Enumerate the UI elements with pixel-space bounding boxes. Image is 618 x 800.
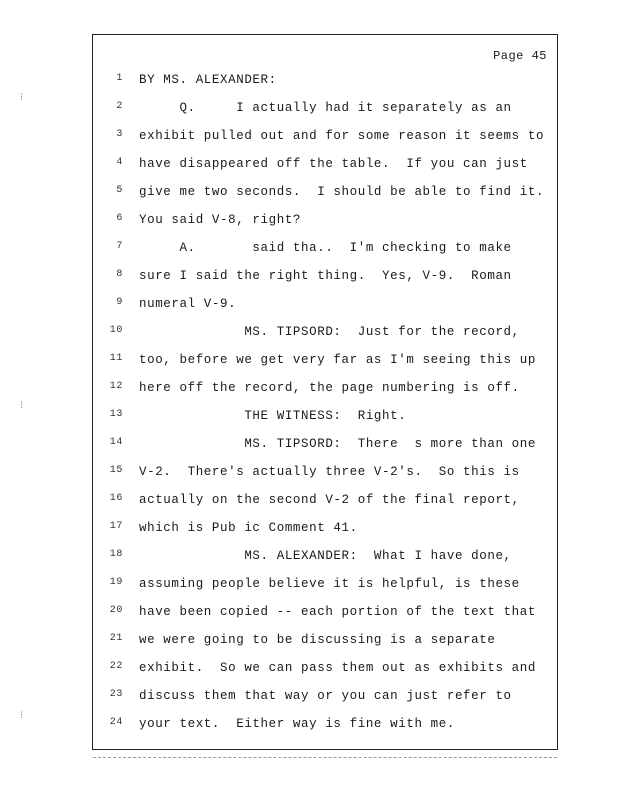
line-text: have disappeared off the table. If you can just <box>139 157 528 171</box>
line-number: 2 <box>116 101 123 112</box>
line-number: 20 <box>109 605 123 616</box>
transcript-line <box>93 409 553 429</box>
margin-mark: ⁝ <box>20 93 24 104</box>
line-text: too, before we get very far as I'm seeing this up <box>139 353 536 367</box>
line-number: 11 <box>109 353 123 364</box>
transcript-line <box>93 185 553 205</box>
line-text: THE WITNESS: Right. <box>139 409 407 423</box>
line-number: 9 <box>116 297 123 308</box>
transcript-line <box>93 241 553 261</box>
page-number-label: Page 45 <box>493 49 547 63</box>
transcript-line <box>93 353 553 373</box>
transcript-line <box>93 269 553 289</box>
transcript-line <box>93 297 553 317</box>
line-number: 5 <box>116 185 123 196</box>
transcript-line <box>93 465 553 485</box>
transcript-line <box>93 521 553 541</box>
line-number: 21 <box>109 633 123 644</box>
margin-mark: ⁝ <box>20 711 24 722</box>
line-text: V-2. There's actually three V-2's. So this is <box>139 465 520 479</box>
transcript-line <box>93 381 553 401</box>
line-number: 14 <box>109 437 123 448</box>
line-text: numeral V-9. <box>139 297 237 311</box>
margin-mark: ⁝ <box>20 401 24 412</box>
line-text: MS. ALEXANDER: What I have done, <box>139 549 512 563</box>
transcript-line <box>93 129 553 149</box>
transcript-line <box>93 549 553 569</box>
transcript-line <box>93 689 553 709</box>
line-text: we were going to be discussing is a separate <box>139 633 496 647</box>
line-number: 18 <box>109 549 123 560</box>
line-text: sure I said the right thing. Yes, V-9. Roman <box>139 269 512 283</box>
line-number: 4 <box>116 157 123 168</box>
line-text: have been copied -- each portion of the text that <box>139 605 536 619</box>
line-number: 17 <box>109 521 123 532</box>
line-text: your text. Either way is fine with me. <box>139 717 455 731</box>
line-number: 22 <box>109 661 123 672</box>
transcript-frame <box>92 34 558 750</box>
line-number: 10 <box>109 325 123 336</box>
line-number: 7 <box>116 241 123 252</box>
line-text: You said V-8, right? <box>139 213 302 227</box>
line-number: 1 <box>116 73 123 84</box>
line-number: 19 <box>109 577 123 588</box>
transcript-line <box>93 717 553 737</box>
line-number: 6 <box>116 213 123 224</box>
line-number: 12 <box>109 381 123 392</box>
transcript-line <box>93 493 553 513</box>
line-text: MS. TIPSORD: There s more than one <box>139 437 536 451</box>
transcript-line <box>93 437 553 457</box>
line-number: 3 <box>116 129 123 140</box>
line-number: 23 <box>109 689 123 700</box>
line-text: actually on the second V-2 of the final report, <box>139 493 520 507</box>
transcript-line <box>93 213 553 233</box>
transcript-line <box>93 633 553 653</box>
transcript-line <box>93 101 553 121</box>
transcript-line <box>93 577 553 597</box>
transcript-line <box>93 157 553 177</box>
line-number: 24 <box>109 717 123 728</box>
line-text: Q. I actually had it separately as an <box>139 101 512 115</box>
line-number: 16 <box>109 493 123 504</box>
line-text: discuss them that way or you can just refer to <box>139 689 512 703</box>
line-text: assuming people believe it is helpful, is these <box>139 577 520 591</box>
line-text: here off the record, the page numbering is off. <box>139 381 520 395</box>
line-text: give me two seconds. I should be able to find it. <box>139 185 545 199</box>
transcript-line <box>93 661 553 681</box>
transcript-line <box>93 605 553 625</box>
transcript-line <box>93 325 553 345</box>
line-text: BY MS. ALEXANDER: <box>139 73 277 87</box>
bottom-divider <box>93 757 557 759</box>
line-number: 15 <box>109 465 123 476</box>
line-text: which is Pub ic Comment 41. <box>139 521 358 535</box>
line-text: exhibit pulled out and for some reason it seems to <box>139 129 545 143</box>
transcript-line <box>93 73 553 93</box>
line-text: A. said tha.. I'm checking to make <box>139 241 512 255</box>
line-text: MS. TIPSORD: Just for the record, <box>139 325 520 339</box>
line-number: 13 <box>109 409 123 420</box>
line-text: exhibit. So we can pass them out as exhibits and <box>139 661 536 675</box>
line-number: 8 <box>116 269 123 280</box>
